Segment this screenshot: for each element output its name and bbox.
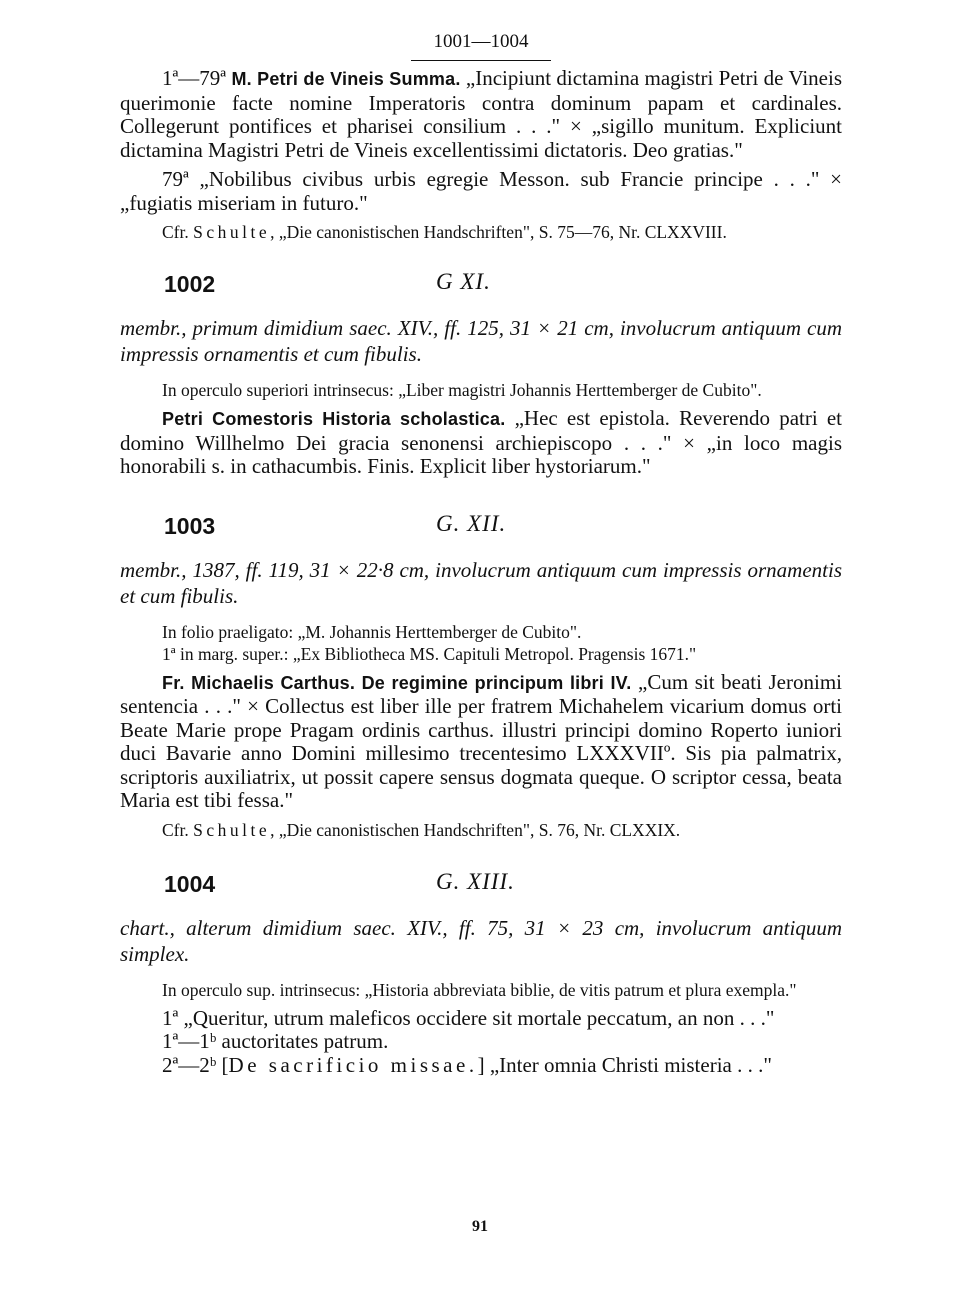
entry-number: 1003 <box>164 512 216 539</box>
content-title: Fr. Michaelis Carthus. De regimine principum libri IV. <box>162 672 632 693</box>
shelfmark: G. XIII. <box>436 868 515 894</box>
entry-1002-heading <box>120 267 842 307</box>
running-head: 1001—1004 <box>411 30 551 61</box>
entry-1003-reference: Cfr. Schulte, „Die canonistischen Handschriften", S. 76, Nr. CLXXIX. <box>162 819 681 840</box>
content-title: M. Petri de Vineis Summa. <box>231 69 461 89</box>
entry-1001-item-79a: 79ª „Nobilibus civibus urbis egregie Messon. sub Francie principe . . ." × „fugiatis miseriam in futuro." <box>120 167 842 215</box>
entry-1003-content: Fr. Michaelis Carthus. De regimine principum libri IV. „Cum sit beati Jeronimi sentencia . . ." × Collectus est liber ille per fratrem Michahelem vicarium domus orti Beate Marie prope Pragam ordinis carthus. illustri principi domino Roperto iuniori duci Bavarie anno Domini millesimo trecentesimo LXXXVIIº. Sis pia palmatrix, scriptoris auxiliatrix, ut possit capere sensus dogmata queque. O scriptor cessa, beata Maria est tibi fessa." <box>120 669 842 812</box>
entry-1002-note: In operculo superiori intrinsecus: „Liber magistri Johannis Herttemberger de Cubito". <box>162 380 762 400</box>
page-number: 91 <box>472 1218 488 1235</box>
entry-1003-note-2: 1ª in marg. super.: „Ex Bibliotheca MS. Capituli Metropol. Pragensis 1671." <box>162 643 697 664</box>
reference-author: Schulte <box>193 222 271 242</box>
entry-1004-note: In operculo sup. intrinsecus: „Historia abbreviata biblie, de vitis patrum et plura exempla." <box>162 979 797 1000</box>
entry-1004-item-3: 2ª—2ᵇ [De sacrificio missae.] „Inter omnia Christi misteria . . ." <box>162 1052 772 1077</box>
entry-1002-content: Petri Comestoris Historia scholastica. „Hec est epistola. Reverendo patri et domino Willhelmo Dei gracia senonensi archiepiscopo . . ." × „in loco magis honorabili s. in cathacumbis. Finis. Explicit liber hystoriarum." <box>120 406 842 478</box>
reference-author: Schulte <box>193 819 271 840</box>
entry-1004-description: chart., alterum dimidium saec. XIV., ff. 75, 31 × 23 cm, involucrum antiquum simplex. <box>120 915 842 966</box>
entry-1001-reference: Cfr. Schulte, „Die canonistischen Handschriften", S. 75—76, Nr. CLXXVIII. <box>162 222 727 242</box>
content-title: Petri Comestoris Historia scholastica. <box>162 409 506 429</box>
entry-1004-heading <box>120 867 842 907</box>
entry-1003-description: membr., 1387, ff. 119, 31 × 22·8 cm, involucrum antiquum cum impressis ornamentis et cum fibulis. <box>120 557 842 608</box>
page <box>120 30 842 1280</box>
entry-1003-note-1: In folio praeligato: „M. Johannis Herttemberger de Cubito". <box>162 621 582 642</box>
spaced-title: De sacrificio missae. <box>228 1052 478 1077</box>
entry-1002-description: membr., primum dimidium saec. XIV., ff. 125, 31 × 21 cm, involucrum antiquum cum impressis ornamentis et cum fibulis. <box>120 316 842 366</box>
entry-1004-item-1: 1ª „Queritur, utrum maleficos occidere sit mortale peccatum, an non . . ." <box>162 1005 775 1030</box>
entry-number: 1002 <box>164 271 216 297</box>
shelfmark: G XI. <box>436 269 491 294</box>
entry-1001-content: 1ª—79ª M. Petri de Vineis Summa. „Incipiunt dictamina magistri Petri de Vineis querimonie facte nomine Imperatoris contra dominum papam et cardinales. Collegerunt pontifices et pharisei consilium . . ." × „sigillo munitum. Expliciunt dictamina Magistri Petri de Vineis excellentissimi dictatoris. Deo gratias." <box>120 66 843 162</box>
entry-number: 1004 <box>164 870 216 897</box>
shelfmark: G. XII. <box>436 510 507 536</box>
entry-1003-heading <box>120 509 842 549</box>
entry-1004-item-2: 1ª—1ᵇ auctoritates patrum. <box>162 1029 389 1053</box>
